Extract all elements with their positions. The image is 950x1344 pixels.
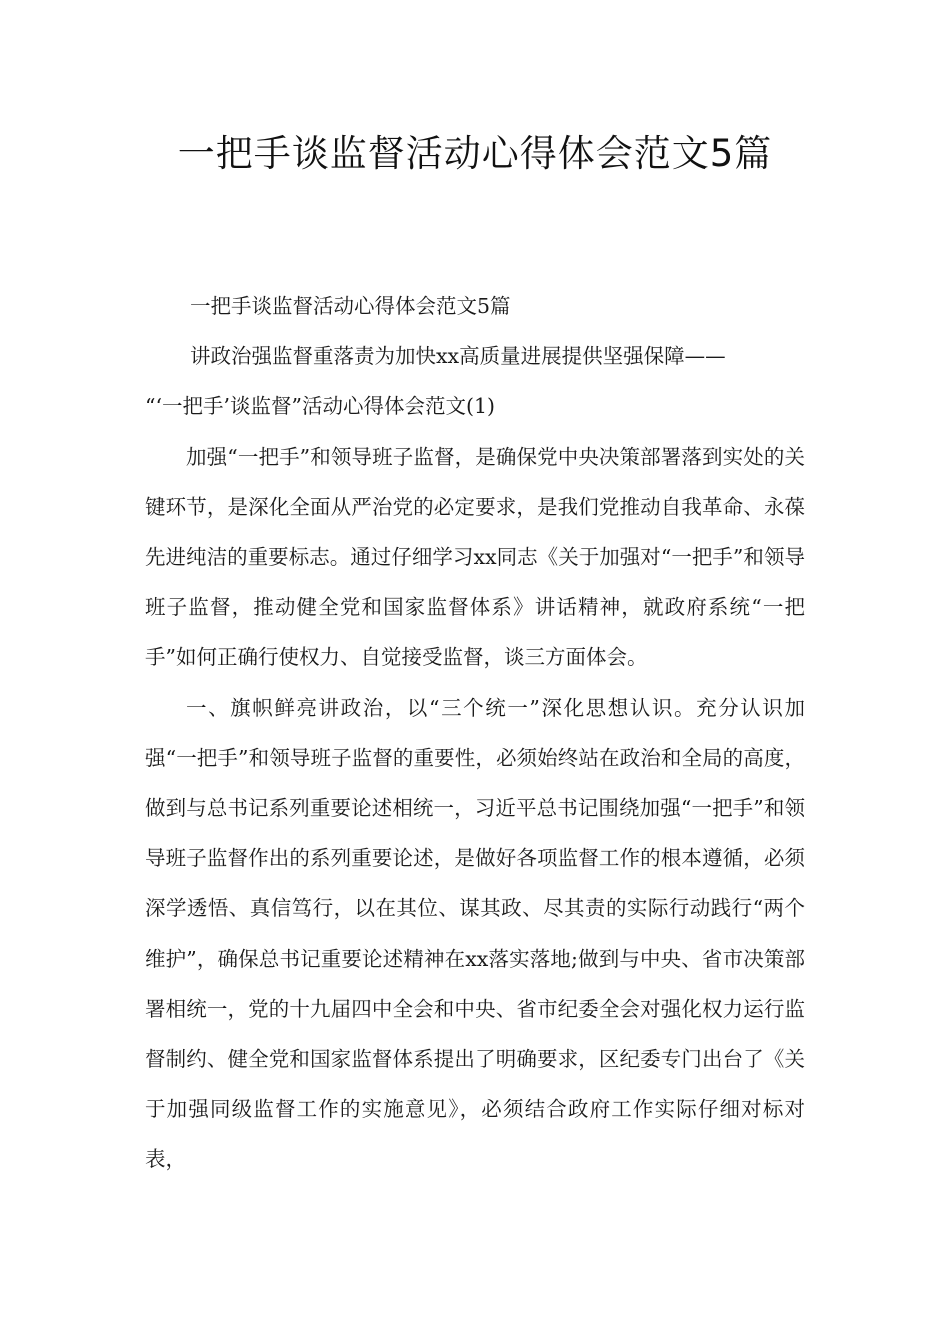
subtitle-line: 一把手谈监督活动心得体会范文5篇 <box>190 294 511 318</box>
article-heading-line-1: 讲政治强监督重落责为加快xx高质量进展提供坚强保障—— <box>190 344 726 369</box>
paragraph-intro: 加强“一把手”和领导班子监督，是确保党中央决策部署落到实处的关键环节，是深化全面从严治党的必定要求，是我们党推动自我革命、永葆先进纯洁的重要标志。通过仔细学习xx同志《关于加强对“一把手”和领导班子监督，推动健全党和国家监督体系》讲话精神，就政府系统“一把手”如何正确行使权力、自觉接受监督，谈三方面体会。 <box>145 444 805 670</box>
document-title: 一把手谈监督活动心得体会范文5篇 <box>177 132 773 175</box>
article-heading-line-2: “‘一把手’谈监督”活动心得体会范文(1) <box>145 394 496 419</box>
document-body <box>145 281 805 1185</box>
article-heading <box>145 331 805 431</box>
paragraph-section-one: 一、旗帜鲜亮讲政治，以“三个统一”深化思想认识。充分认识加强“一把手”和领导班子监督的重要性，必须始终站在政治和全局的高度，做到与总书记系列重要论述相统一，习近平总书记围绕加强“一把手”和领导班子监督作出的系列重要论述，是做好各项监督工作的根本遵循，必须深学透悟、真信笃行，以在其位、谋其政、尽其责的实际行动践行“两个维护”，确保总书记重要论述精神在xx落实落地;做到与中央、省市决策部署相统一，党的十九届四中全会和中央、省市纪委全会对强化权力运行监督制约、健全党和国家监督体系提出了明确要求，区纪委专门出台了《关于加强同级监督工作的实施意见》，必须结合政府工作实际仔细对标对表， <box>145 695 805 1172</box>
